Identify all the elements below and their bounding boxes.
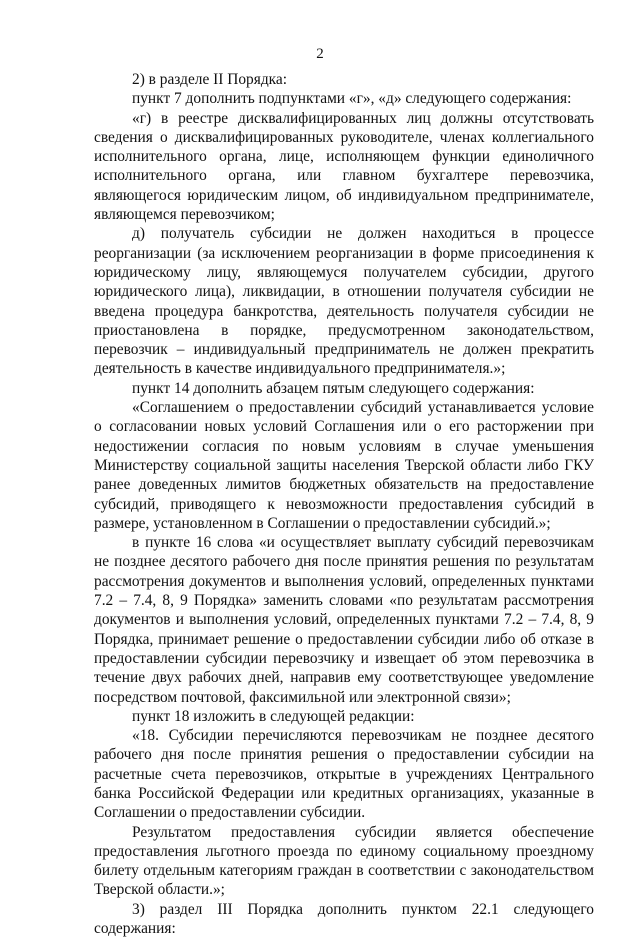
paragraph-section-2: 2) в разделе II Порядка:	[132, 71, 287, 88]
paragraph-item-14: пункт 14 дополнить абзацем пятым следующего содержания:	[132, 379, 535, 397]
paragraph-subitem-d: д) получатель субсидии не должен находиться в процессе реорганизации (за исключением реорганизации в форме присоединения к юридическому лицу, являющемуся получателем субсидии, другого юридического лица), ликвидации, в отношении получателя субсидии не введена процедура банкротства, деятельность получателя субсидии не приостановлена в порядке, предусмотренном законодательством, перевозчик – индивидуальный предприниматель не должен прекратить деятельность в качестве индивидуального предпринимателя.»;	[94, 225, 594, 378]
paragraph-result: Результатом предоставления субсидии является обеспечение предоставления льготного проезда по единому социальному проездному билету отдельным категориям граждан в соответствии с законодательством Тверской области.»;	[94, 823, 594, 899]
page-number: 2	[316, 46, 324, 62]
paragraph-item-7: пункт 7 дополнить подпунктами «г», «д» следующего содержания:	[132, 90, 572, 108]
paragraph-item-18: пункт 18 изложить в следующей редакции:	[132, 707, 415, 725]
paragraph-agreement-clause: «Соглашением о предоставлении субсидий устанавливается условие о согласовании новых условий Соглашения или о его расторжении при недостижении согласия по новым условиям в случае уменьшения Министерству социальной защиты населения Тверской области либо ГКУ ранее доведенных лимитов бюджетных обязательств на предоставление субсидий, приводящего к невозможности предоставления субсидий в размере, установленном в Соглашении о предоставлении субсидий.»;	[94, 399, 594, 532]
paragraph-subitem-g: «г) в реестре дисквалифицированных лиц должны отсутствовать сведения о дисквалифицированных руководителе, членах коллегиального исполнительного органа, лице, исполняющем функции единоличного исполнительного органа, или главном бухгалтере перевозчика, являющегося юридическим лицом, об индивидуальном предпринимателе, являющемся перевозчиком;	[94, 109, 594, 224]
paragraph-item-16: в пункте 16 слова «и осуществляет выплату субсидий перевозчикам не позднее десятого рабочего дня после принятия решения по результатам рассмотрения документов и выполнения условий, определенных пунктами 7.2 – 7.4, 8, 9 Порядка» заменить словами «по результатам рассмотрения документов и выполнения условий, определенных пунктами 7.2 – 7.4, 8, 9 Порядка, принимает решение о предоставлении субсидии либо об отказе в предоставлении субсидии перевозчику и извещает об этом перевозчика в течение двух рабочих дней, направив ему соответствующее уведомление посредством почтовой, факсимильной или электронной связи»;	[94, 534, 594, 706]
paragraph-section-3: 3) раздел III Порядка дополнить пунктом 22.1 следующего содержания:	[94, 900, 594, 938]
document-body	[94, 70, 594, 938]
paragraph-item-18-text: «18. Субсидии перечисляются перевозчикам не позднее десятого рабочего дня после принятия решения о предоставлении субсидии на расчетные счета перевозчиков, открытые в учреждениях Центрального банка Российской Федерации или кредитных организациях, указанные в Соглашении о предоставлении субсидии.	[94, 727, 594, 822]
